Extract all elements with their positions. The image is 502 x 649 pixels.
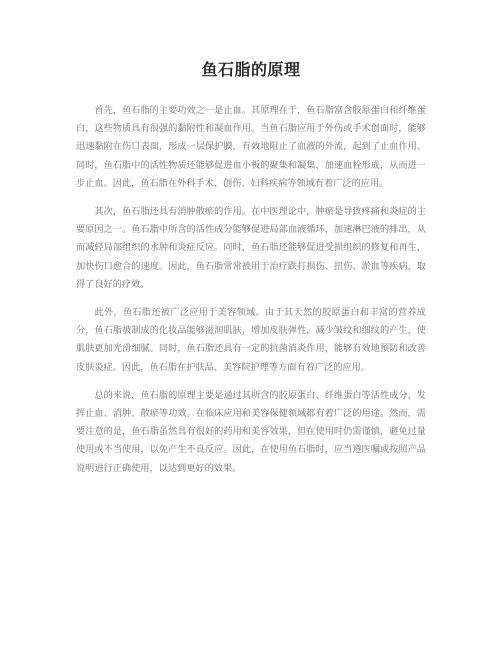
paragraph-4: 总的来说，鱼石脂的原理主要是通过其所含的胶原蛋白、纤维蛋白等活性成分，发挥止血、消肿、散瘀等功效。在临床应用和美容保健领域都有着广泛的用途。然而，需要注意的是，鱼石脂虽然具有很好的药用和美容效果，但在使用时仍需谨慎，避免过量使用或不当使用，以免产生不良反应。因此，在使用鱼石脂时，应当遵医嘱或按照产品说明进行正确使用，以达到更好的效果。 bbox=[76, 389, 426, 474]
paragraph-3: 此外，鱼石脂还被广泛应用于美容领域。由于其天然的胶原蛋白和丰富的营养成分，鱼石脂被制成的化妆品能够滋润肌肤，增加皮肤弹性，减少皱纹和细纹的产生，使肌肤更加光滑细腻。同时，鱼石脂还具有一定的抗菌消炎作用，能够有效地预防和改善皮肤炎症。因此，鱼石脂在护肤品、美容院护理等方面有着广泛的应用。 bbox=[76, 307, 426, 373]
document-title: 鱼石脂的原理 bbox=[201, 60, 301, 79]
paragraph-1: 首先，鱼石脂的主要功效之一是止血。其原理在于，鱼石脂富含胶原蛋白和纤维蛋白，这些物质具有很强的黏附性和凝血作用。当鱼石脂应用于外伤或手术创面时，能够迅速黏附在伤口表面，形成一层保护膜，有效地阻止了血液的外流，起到了止血作用。同时，鱼石脂中的活性物质还能够促进血小板的聚集和凝集，加速血栓形成，从而进一步止血。因此，鱼石脂在外科手术、创伤、妇科疾病等领域有着广泛的应用。 bbox=[76, 105, 426, 189]
paragraph-2: 其次，鱼石脂还具有消肿散瘀的作用。在中医理论中，肿瘀是导致疼痛和炎症的主要原因之一。鱼石脂中所含的活性成分能够促进局部血液循环，加速淋巴液的排出，从而减轻局部组织的水肿和炎症反应。同时，鱼石脂还能够促进受损组织的修复和再生，加快伤口愈合的速度。因此，鱼石脂常常被用于治疗跌打损伤、扭伤、淤血等疾病，取得了良好的疗效。 bbox=[76, 206, 426, 290]
